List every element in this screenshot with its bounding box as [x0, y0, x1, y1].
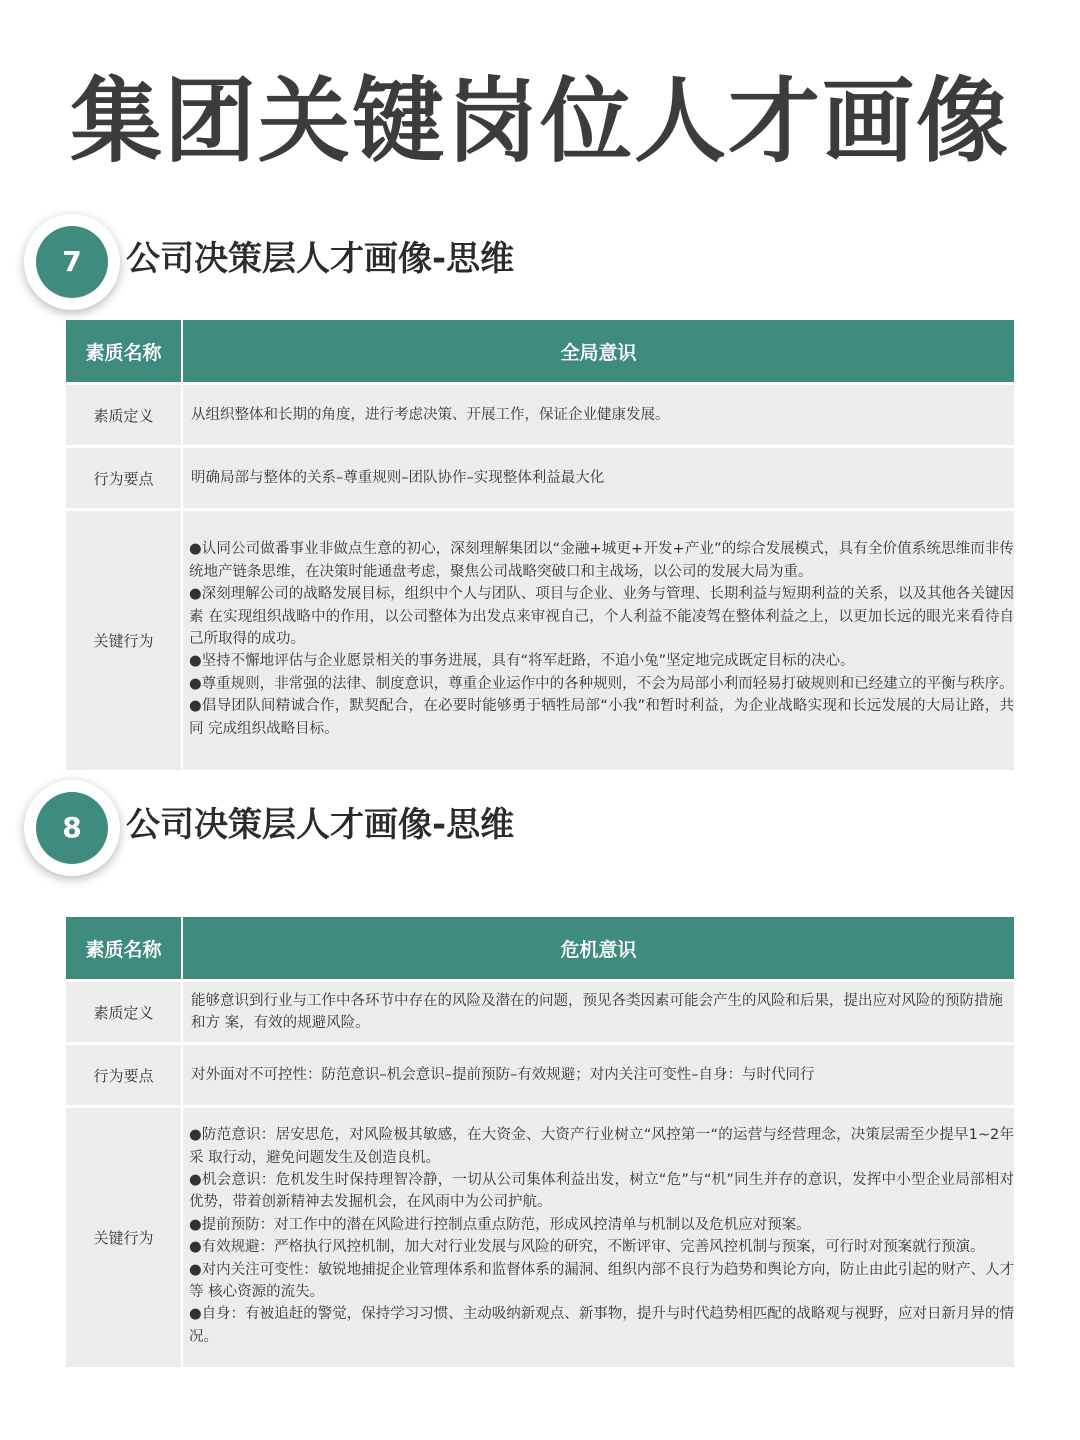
page-title: 集团关键岗位人才画像	[69, 68, 1010, 175]
row-text-definition: 能够意识到行业与工作中各环节中存在的风险及潜在的问题，预见各类因素可能会产生的风险和后果，提出应对风险的预防措施和方 案，有效的规避风险。	[182, 981, 1014, 1044]
table-row	[66, 1107, 1014, 1367]
key-behavior-item: ●倡导团队间精诚合作，默契配合，在必要时能够勇于牺牲局部“小我”和暂时利益，为企业战略实现和长远发展的大局让路，共同 完成组织战略目标。	[189, 698, 1014, 737]
key-behaviors-list	[182, 1107, 1014, 1367]
key-behavior-item: ●深刻理解公司的战略发展目标，组织中个人与团队、项目与企业、业务与管理、长期利益与短期利益的关系，以及其他各关键因素 在实现组织战略中的作用，以公司整体为出发点来审视自己，个人利益不能凌驾在整体利益之上，以更加长远的眼光来看待自己所取得的成功。	[189, 586, 1014, 648]
key-behavior-item: ●防范意识：居安思危，对风险极其敏感，在大资金、大资产行业树立“风控第一“的运营与经营理念，决策层需至少提早1~2年采 取行动，避免问题发生及创造良机。	[189, 1127, 1014, 1166]
table-header-row	[66, 320, 1014, 384]
section-number-badge	[24, 780, 120, 876]
table-row	[66, 384, 1014, 447]
table-row	[66, 981, 1014, 1044]
header-quality-value: 全局意识	[182, 320, 1014, 384]
row-text-key-points: 对外面对不可控性：防范意识–机会意识–提前预防–有效规避；对内关注可变性–自身：与时代同行	[182, 1044, 1014, 1107]
section-number: 7	[36, 226, 108, 298]
row-label-key-behaviors: 关键行为	[66, 510, 182, 770]
key-behavior-item: ●机会意识：危机发生时保持理智冷静，一切从公司集体利益出发，树立“危”与“机”同生并存的意识，发挥中小型企业局部相对优势，带着创新精神去发掘机会，在风雨中为公司护航。	[189, 1172, 1014, 1211]
section-7-header	[24, 214, 1024, 314]
key-behavior-item: ●尊重规则，非常强的法律、制度意识，尊重企业运作中的各种规则，不会为局部小利而轻易打破规则和已经建立的平衡与秩序。	[189, 675, 1014, 692]
key-behavior-item: ●提前预防：对工作中的潜在风险进行控制点重点防范，形成风控清单与机制以及危机应对预案。	[189, 1216, 811, 1233]
key-behavior-item: ●坚持不懈地评估与企业愿景相关的事务进展，具有“将军赶路，不追小兔”坚定地完成既定目标的决心。	[189, 653, 855, 670]
section-number-badge	[24, 214, 120, 310]
key-behaviors-list	[182, 510, 1014, 770]
table-row	[66, 510, 1014, 770]
key-behavior-item: ●自身：有被追赶的警觉，保持学习习惯、主动吸纳新观点、新事物，提升与时代趋势相匹配的战略观与视野，应对日新月异的情况。	[189, 1306, 1014, 1345]
section-number: 8	[36, 792, 108, 864]
table-row	[66, 1044, 1014, 1107]
table-row	[66, 447, 1014, 510]
key-behavior-item: ●对内关注可变性：敏锐地捕捉企业管理体系和监督体系的漏洞、组织内部不良行为趋势和舆论方向，防止由此引起的财产、人才等 核心资源的流失。	[189, 1261, 1014, 1301]
quality-table-crisis-awareness	[66, 917, 1014, 1367]
row-label-definition: 素质定义	[66, 981, 182, 1044]
row-label-key-points: 行为要点	[66, 1044, 182, 1107]
row-label-definition: 素质定义	[66, 384, 182, 447]
row-text-definition: 从组织整体和长期的角度，进行考虑决策、开展工作，保证企业健康发展。	[182, 384, 1014, 447]
section-8-header	[24, 780, 1024, 880]
section-title: 公司决策层人才画像-思维	[126, 239, 515, 279]
header-quality-value: 危机意识	[182, 917, 1014, 981]
table-header-row	[66, 917, 1014, 981]
key-behavior-item: ●认同公司做番事业非做点生意的初心，深刻理解集团以“金融+城更+开发+产业”的综合发展模式，具有全价值系统思维而非传统地产链条思维，在决策时能通盘考虑，聚焦公司战略突破口和主战场，以公司的发展大局为重。	[189, 541, 1014, 580]
header-quality-name: 素质名称	[66, 320, 182, 384]
row-label-key-behaviors: 关键行为	[66, 1107, 182, 1367]
row-text-key-points: 明确局部与整体的关系–尊重规则–团队协作–实现整体利益最大化	[182, 447, 1014, 510]
section-title: 公司决策层人才画像-思维	[126, 805, 515, 845]
quality-table-global-awareness	[66, 320, 1014, 770]
row-label-key-points: 行为要点	[66, 447, 182, 510]
key-behavior-item: ●有效规避：严格执行风控机制，加大对行业发展与风险的研究，不断评审、完善风控机制与预案，可行时对预案就行预演。	[189, 1239, 985, 1256]
header-quality-name: 素质名称	[66, 917, 182, 981]
